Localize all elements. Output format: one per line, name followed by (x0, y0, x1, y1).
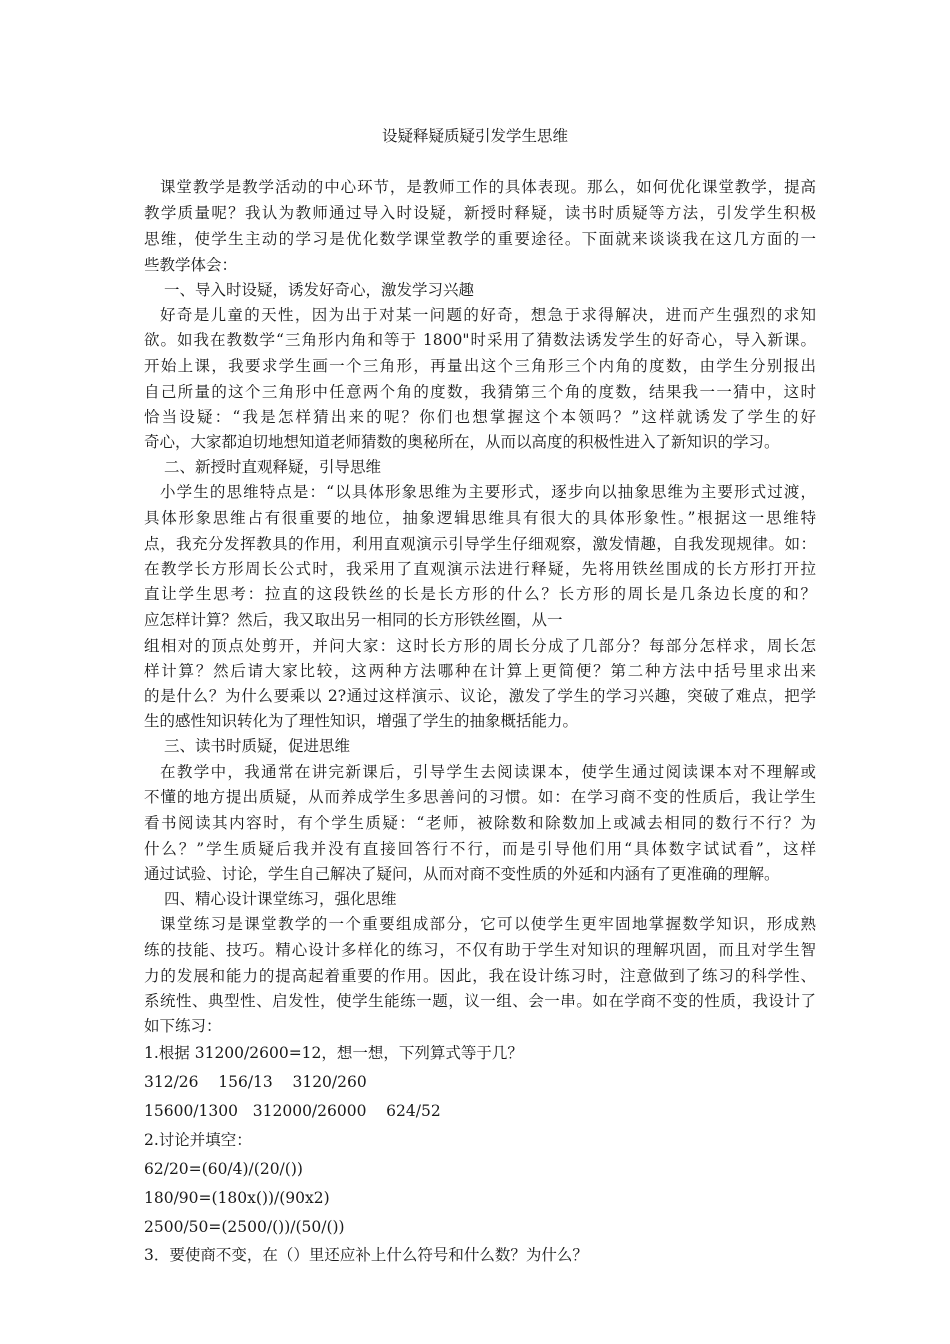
paragraph-line: 思维，使学生主动的学习是优化数学课堂教学的重要途径。下面就来谈谈我在这几方面的一 (144, 230, 816, 248)
document-title: 设疑释疑质疑引发学生思维 (381, 127, 568, 145)
paragraph-line: 在教学长方形周长公式时，我采用了直观演示法进行释疑，先将用铁丝围成的长方形打开拉 (144, 560, 816, 578)
paragraph-line: 好奇是儿童的天性，因为出于对某一问题的好奇，想急于求得解决，进而产生强烈的求知 (160, 306, 816, 324)
paragraph-line: 些教学体会： (144, 256, 238, 274)
paragraph-line: 什么？”学生质疑后我并没有直接回答行不行，而是引导他们用“具体数字试试看”，这样 (144, 840, 816, 858)
paragraph-line: 组相对的顶点处剪开，并问大家：这时长方形的周长分成了几部分？每部分怎样求，周长怎 (144, 637, 816, 655)
paragraph-line: 在教学中，我通常在讲完新课后，引导学生去阅读课本，使学生通过阅读课本对不理解或 (160, 763, 816, 781)
paragraph-line: 的是什么？为什么要乘以 2?通过这样演示、议论，激发了学生的学习兴趣，突破了难点，把学 (144, 687, 816, 705)
section-heading: 四、精心设计课堂练习，强化思维 (164, 890, 397, 908)
exercise-line: 2500/50=(2500/())/(50/()) (144, 1218, 345, 1236)
paragraph-line: 点，我充分发挥教具的作用，利用直观演示引导学生仔细观察，激发情趣，自我发现规律。如： (144, 535, 816, 553)
exercise-line: 15600/1300 312000/26000 624/52 (144, 1102, 441, 1120)
exercise-line: 3．要使商不变，在（）里还应补上什么符号和什么数？为什么？ (144, 1246, 588, 1264)
paragraph-line: 小学生的思维特点是：“以具体形象思维为主要形式，逐步向以抽象思维为主要形式过渡， (160, 483, 816, 501)
paragraph-line: 自己所量的这个三角形中任意两个角的度数，我猜第三个角的度数，结果我一一猜中，这时 (144, 383, 816, 401)
section-heading: 二、新授时直观释疑，引导思维 (164, 458, 382, 476)
paragraph-line: 恰当设疑：“我是怎样猜出来的呢？你们也想掌握这个本领吗？”这样就诱发了学生的好 (144, 408, 816, 426)
paragraph-line: 样计算？然后请大家比较，这两种方法哪种在计算上更简便？第二种方法中括号里求出来 (144, 662, 816, 680)
paragraph-line: 教学质量呢？我认为教师通过导入时设疑，新授时释疑，读书时质疑等方法，引发学生积极 (144, 204, 816, 222)
paragraph-line: 欲。如我在教数学“三角形内角和等于 1800"时采用了猜数法诱发学生的好奇心，导入新课。 (144, 331, 816, 349)
paragraph-line: 开始上课，我要求学生画一个三角形，再量出这个三角形三个内角的度数，由学生分别报出 (144, 357, 816, 375)
paragraph-line: 直让学生思考：拉直的这段铁丝的长是长方形的什么？长方形的周长是几条边长度的和？ (144, 585, 816, 603)
exercise-line: 62/20=(60/4)/(20/()) (144, 1160, 303, 1178)
exercise-line: 2.讨论并填空： (144, 1131, 252, 1149)
paragraph-line: 如下练习： (144, 1017, 222, 1035)
paragraph-line: 奇心，大家都迫切地想知道老师猜数的奥秘所在，从而以高度的积极性进入了新知识的学习。 (144, 433, 780, 451)
paragraph-line: 生的感性知识转化为了理性知识，增强了学生的抽象概括能力。 (144, 712, 579, 730)
section-heading: 一、导入时设疑，诱发好奇心，激发学习兴趣 (164, 281, 475, 299)
paragraph-line: 力的发展和能力的提高起着重要的作用。因此，我在设计练习时，注意做到了练习的科学性、 (144, 967, 816, 985)
paragraph-line: 不懂的地方提出质疑，从而养成学生多思善问的习惯。如：在学习商不变的性质后，我让学生 (144, 788, 816, 806)
paragraph-line: 通过试验、讨论，学生自己解决了疑问，从而对商不变性质的外延和内涵有了更准确的理解。 (144, 865, 780, 883)
exercise-line: 312/26 156/13 3120/260 (144, 1073, 367, 1091)
exercise-line: 180/90=(180x())/(90x2) (144, 1189, 330, 1207)
paragraph-line: 看书阅读其内容时，有个学生质疑：“老师，被除数和除数加上或减去相同的数行不行？为 (144, 814, 816, 832)
section-heading: 三、读书时质疑，促进思维 (164, 737, 351, 755)
paragraph-line: 练的技能、技巧。精心设计多样化的练习，不仅有助于学生对知识的理解巩固，而且对学生智 (144, 941, 816, 959)
exercise-line: 1.根据 31200/2600=12，想一想，下列算式等于几？ (144, 1044, 523, 1062)
paragraph-line: 课堂教学是教学活动的中心环节，是教师工作的具体表现。那么，如何优化课堂教学，提高 (160, 178, 816, 196)
paragraph-line: 系统性、典型性、启发性，使学生能练一题，议一组、会一串。如在学商不变的性质，我设计了 (144, 992, 816, 1010)
paragraph-line: 具体形象思维占有很重要的地位，抽象逻辑思维具有很大的具体形象性。”根据这一思维特 (144, 509, 816, 527)
paragraph-line: 课堂练习是课堂教学的一个重要组成部分，它可以使学生更牢固地掌握数学知识，形成熟 (160, 915, 816, 933)
paragraph-line: 应怎样计算？然后，我又取出另一相同的长方形铁丝圈，从一 (144, 611, 563, 629)
